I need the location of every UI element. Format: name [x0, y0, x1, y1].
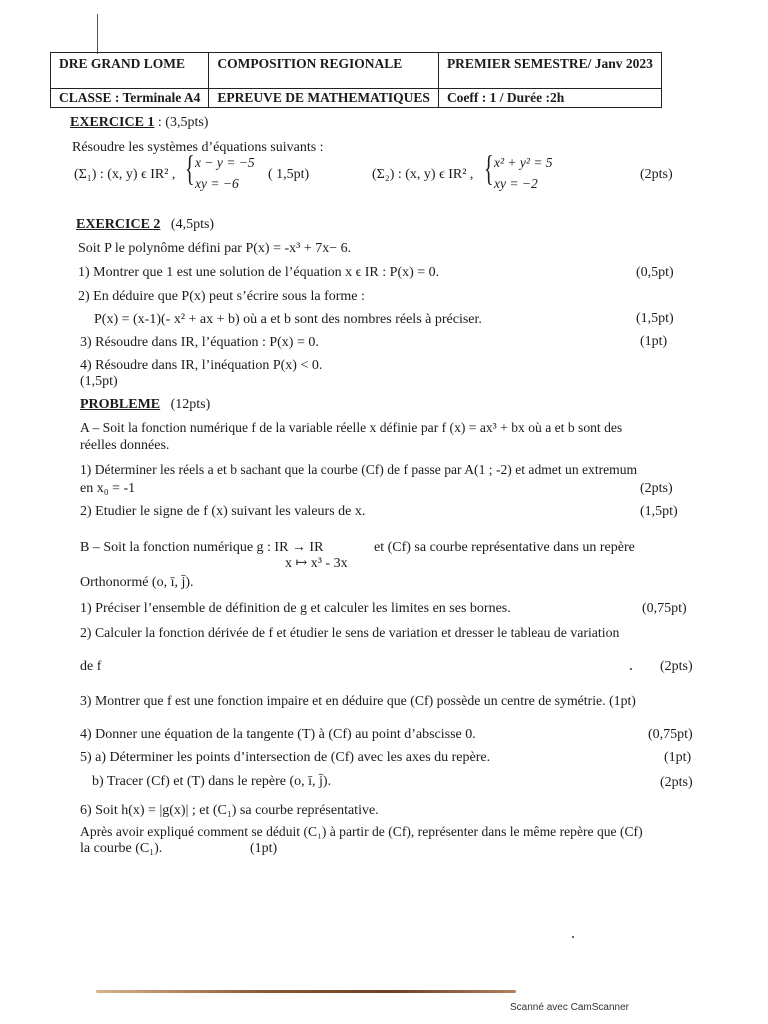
problem-b-q4-points: (0,75pt)	[648, 727, 693, 742]
header-semester: PREMIER SEMESTRE/ Janv 2023	[438, 53, 661, 89]
problem-b-q6-line1: 6) Soit h(x) = |g(x)| ; et (C₁) sa courbe représentative.	[80, 803, 379, 818]
problem-b-q3: 3) Montrer que f est une fonction impaire et en déduire que (Cf) possède un centre de symétrie. (1pt)	[80, 693, 636, 708]
problem-b-q5b: b) Tracer (Cf) et (T) dans le repère (o, ī, j̄).	[92, 774, 332, 789]
problem-b-intro: B – Soit la fonction numérique g : IR → IR	[80, 540, 324, 555]
problem-b-q1: 1) Préciser l’ensemble de définition de g et calculer les limites en ses bornes.	[80, 601, 511, 616]
problem-b-q6-line3: la courbe (C₁).	[80, 841, 163, 856]
problem-a-q1-line2: en x₀ = -1	[80, 481, 136, 496]
problem-b-q2-line1: 2) Calculer la fonction dérivée de f et étudier le sens de variation et dresser le tableau de variation	[80, 625, 620, 640]
exercise2-q1-points: (0,5pt)	[636, 265, 674, 280]
exercise2-q4: 4) Résoudre dans IR, l’inéquation P(x) < 0.	[80, 358, 323, 373]
problem-a-q1-line1: 1) Déterminer les réels a et b sachant que la courbe (Cf) de f passe par A(1 ; -2) et admet un extremum	[80, 462, 638, 477]
exercise2-q2-form: P(x) = (x-1)(- x² + ax + b) où a et b sont des nombres réels à préciser.	[94, 312, 482, 327]
scan-speck	[630, 668, 632, 670]
header-class: CLASSE : Terminale A4	[51, 89, 209, 108]
problem-b-q5a: 5) a) Déterminer les points d’intersection de (Cf) avec les axes du repère.	[80, 750, 491, 765]
scan-edge-line	[96, 990, 516, 993]
exercise2-q3: 3) Résoudre dans IR, l’équation : P(x) = 0.	[80, 335, 319, 350]
exercise2-q1: 1) Montrer que 1 est une solution de l’équation x ϵ IR : P(x) = 0.	[78, 265, 440, 280]
problem-a-q2: 2) Etudier le signe de f (x) suivant les valeurs de x.	[80, 504, 366, 519]
exercise2-intro: Soit P le polynôme défini par P(x) = -x³ + 7x− 6.	[78, 241, 352, 256]
system2-brace: {	[484, 148, 494, 188]
exercise2-q2: 2) En déduire que P(x) peut s’écrire sous la forme :	[78, 289, 365, 304]
system1-eq2: xy = −6	[195, 176, 239, 191]
system1-eq1: x − y = −5	[195, 155, 255, 170]
problem-b-mapping: x ↦ x³ - 3x	[285, 556, 348, 571]
system2-points: (2pts)	[640, 167, 673, 182]
exercise1-heading	[70, 114, 208, 131]
problem-b-q4: 4) Donner une équation de la tangente (T) à (Cf) au point d’abscisse 0.	[80, 727, 476, 742]
problem-title: PROBLEME	[80, 397, 161, 412]
exercise2-title: EXERCICE 2	[76, 217, 161, 232]
problem-b-q6-points: (1pt)	[250, 841, 278, 856]
header-composition: COMPOSITION REGIONALE	[209, 53, 439, 89]
header-coeff-duration: Coeff : 1 / Durée :2h	[438, 89, 661, 108]
exam-header-table	[50, 52, 662, 108]
problem-b-intro-curve: et (Cf) sa courbe représentative dans un repère	[374, 540, 635, 555]
system1-label: (Σ₁) : (x, y) ϵ IR² ,	[74, 167, 176, 182]
header-subject: EPREUVE DE MATHEMATIQUES	[209, 89, 439, 108]
exercise2-heading	[76, 216, 214, 233]
problem-points: (12pts)	[170, 397, 211, 412]
problem-b-frame: Orthonormé (o, ī, j̄).	[80, 575, 194, 590]
exercise1-title: EXERCICE 1	[70, 115, 155, 130]
header-region: DRE GRAND LOME	[51, 53, 209, 89]
camscanner-footer: Scanné avec CamScanner	[510, 1002, 629, 1013]
problem-b-q1-points: (0,75pt)	[642, 601, 687, 616]
exercise1-intro: Résoudre les systèmes d’équations suivants :	[72, 140, 324, 155]
problem-heading	[80, 396, 210, 413]
system1-points: ( 1,5pt)	[268, 167, 310, 182]
problem-b-q5b-points: (2pts)	[660, 775, 693, 790]
exercise2-q2-points: (1,5pt)	[636, 311, 674, 326]
problem-a-intro-line2: réelles données.	[80, 438, 170, 453]
problem-b-q2-points: (2pts)	[660, 659, 693, 674]
exercise1-points: : (3,5pts)	[154, 115, 209, 130]
exercise2-points: (4,5pts)	[170, 217, 215, 232]
problem-a-q2-points: (1,5pt)	[640, 504, 678, 519]
system1-brace: {	[185, 148, 195, 188]
exercise2-q4-points: (1,5pt)	[80, 374, 118, 389]
exercise2-q3-points: (1pt)	[640, 334, 668, 349]
scan-mark	[97, 14, 98, 54]
system2-eq2: xy = −2	[494, 176, 538, 191]
problem-b-q6-line2: Après avoir expliqué comment se déduit (C₁) à partir de (Cf), représenter dans le même repère que (Cf)	[80, 824, 643, 839]
scan-speck	[572, 936, 574, 938]
problem-b-q2-line2: de f	[80, 659, 102, 674]
system2-eq1: x² + y² = 5	[494, 155, 553, 170]
problem-a-q1-points: (2pts)	[640, 481, 673, 496]
system2-label: (Σ₂) : (x, y) ϵ IR² ,	[372, 167, 474, 182]
problem-a-intro-line1: A – Soit la fonction numérique f de la variable réelle x définie par f (x) = ax³ + bx où a et b sont des	[80, 420, 623, 435]
problem-b-q5a-points: (1pt)	[664, 750, 692, 765]
